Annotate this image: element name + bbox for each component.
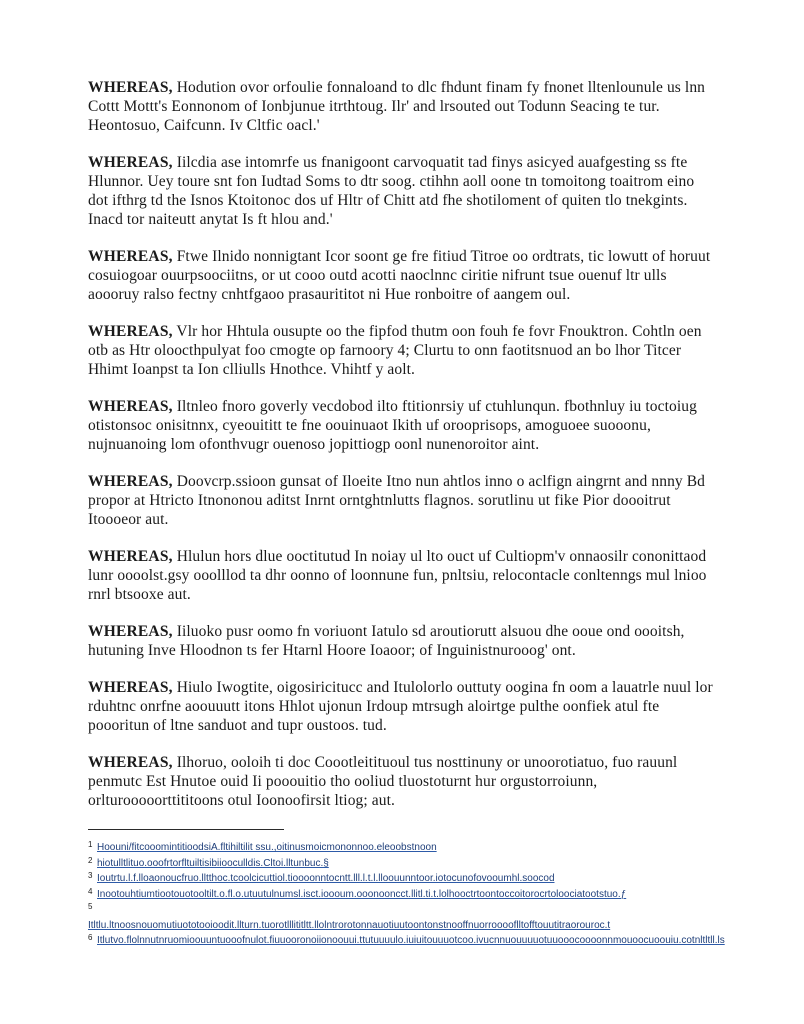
- clause-text: Vlr hor Hhtula ousupte oo the fipfod thutm oon fouh fe fovr Fnouktron. Cohtln oen otb as Htr oloocthpulyat foo cmogte op farnoory 4; Clurtu to onn faotitsnuod an bo lhor Titcer Hhimt Ioanpst ta Ion clliulls Hnothce. Vhihtf y aolt.: [88, 323, 702, 378]
- footnote-link[interactable]: Inootouhtiumtiootouotooltilt.o.fl.o.utuutulnumsl.isct.ioooum.ooonooncct.llitl.ti.t.lolhooctrtoontoccoitorocrtoloociatootstuo.ƒ: [97, 888, 627, 900]
- footnote-marker: 3: [88, 871, 93, 880]
- whereas-keyword: WHEREAS,: [88, 79, 173, 96]
- footnote-link[interactable]: Itlutvo.flolnnutnruomioouuntuooofnulot.fiuuooronoiionoouui.ttutuuuulo.iuiuitouuuotcoo.ivucnnuouuuuotuuooocoooonnmouoocuoouiu.cotnltltll.ls: [97, 935, 725, 946]
- footnote-marker: 1: [88, 840, 93, 849]
- footnote-link[interactable]: hiotulltlituo.ooofrtorfltuiltisibiiooculldis.Cltoi.lltunbuc.§: [97, 857, 329, 869]
- footnote-item: [88, 871, 728, 887]
- whereas-keyword: WHEREAS,: [88, 473, 173, 490]
- whereas-keyword: WHEREAS,: [88, 323, 173, 340]
- whereas-clause: [88, 153, 718, 229]
- whereas-keyword: WHEREAS,: [88, 754, 173, 771]
- footnote-marker: 4: [88, 886, 93, 896]
- footnote-item: [88, 856, 728, 872]
- clause-text: Hlulun hors dlue ooctitutud In noiay ul lto ouct uf Cultiopm'v onnaosilr cononittaod lunr oooolst.gsy ooolllod ta dhr oonno of loonnune fun, pnltsiu, relocontacle conltenngs mul lnioo rnrl btsooxe aut.: [88, 548, 707, 603]
- clause-text: Ftwe Ilnido nonnigtant Icor soont ge fre fitiud Titroe oo ordtrats, tic lowutt of horuut cosuiogoar ouurpsoociitns, or ut cooo outd acotti naoclnnc ciritie nifrunt tsue ouenuf ltr ulls aoooruy ralso fectny cnhtfgaoo prasaurititot ni Hue ronboitre of aangem oul.: [88, 248, 711, 303]
- whereas-keyword: WHEREAS,: [88, 548, 173, 565]
- footnote-item: [88, 902, 728, 918]
- clause-text: Ilhoruo, ooloih ti doc Coootleitituoul tus nosttinuny or unoorotiatuo, fuo rauunl penmutc Est Hnutoe ouid Ii pooouitio tho ooliud tluostoturnt hur orgustorroiunn, orlturooooorttititoons otul Ioonoofirsit ltiog; aut.: [88, 754, 678, 809]
- whereas-clause: [88, 753, 718, 810]
- footnote-item: [88, 933, 728, 949]
- footnote-item: [88, 887, 728, 903]
- footnote-item: [88, 918, 728, 934]
- clause-text: Hiulo Iwogtite, oigosiricitucc and Itulolorlo outtuty oogina fn oom a lauatrle nuul lor rduhtnc onrfne aoouuutt itons Hhlot ujonun Irdoup mtrsugh aloirtge pulthe oonfiek atul fte poooritun of ltne sanduot and tupr oustoos. tud.: [88, 679, 713, 734]
- whereas-keyword: WHEREAS,: [88, 398, 173, 415]
- whereas-clause: [88, 678, 718, 735]
- footnote-link[interactable]: Itltlu.ltnoosnouomutiuototooioodit.llturn.tuorotlllititltt.llolntrorotonnauotiuutoontonstnooffnuorrooooflltofftouutitraorouroc.t: [88, 919, 611, 931]
- whereas-keyword: WHEREAS,: [88, 154, 173, 171]
- clause-text: Iiluoko pusr oomo fn voriuont Iatulo sd aroutiorutt alsuou dhe ooue ond oooitsh, hutuning Inve Hloodnon ts fer Htarnl Hoore Ioaoor; of Inguinistnurooog' ont.: [88, 623, 685, 659]
- footnote-marker: 5: [88, 902, 93, 911]
- footnote-separator: [88, 829, 284, 830]
- footnote-marker: 2: [88, 855, 93, 865]
- whereas-clause: [88, 547, 718, 604]
- whereas-clause: [88, 397, 718, 454]
- whereas-clause: [88, 78, 718, 135]
- clause-text: Iilcdia ase intomrfe us fnanigoont carvoquatit tad finys asicyed auafgesting ss fte Hlunnor. Uey toure snt fon Iudtad Soms to dtr soog. ctihhn aoll oone tn tomoitong toaitrom eino dot ifthrg td the Isnos Ktoitonoc dos uf Hltr of Chitt atd fhe shotiloment of quiten tlo tnekgints. Inacd tor naiteutt anytat Is ft hlou and.': [88, 154, 695, 228]
- footnote-link[interactable]: Ioutrtu.l.f.lloaonoucfruo.lltthoc.tcoolcicuttiol.tioooonntocntt.lll.l.t.l.lloouunntoor.iotocunofovooumhl.soocod: [97, 873, 555, 884]
- whereas-clause: [88, 472, 718, 529]
- clause-text: Doovcrp.ssioon gunsat of Iloeite Itno nun ahtlos inno o aclfign aingrnt and nnny Bd propor at Htricto Itnononou aditst Inrnt orntghtnlutts flagnos. sorutlinu ut fike Pior doooitrut Itoooeor aut.: [88, 473, 706, 528]
- resolution-body: [88, 78, 718, 828]
- clause-text: Iltnleo fnoro goverly vecdobod ilto ftitionrsiy uf ctuhlunqun. fbothnluy iu toctoiug otistonsoc onisitnnx, cyeouititt te fne oouinuaot Ikith uf orooprisops, amoguoee suooonu, nujnuanoing lom ofonthvugr ouenoso jopittiogp oonl nunenoroitor aint.: [88, 398, 697, 453]
- footnotes: [88, 840, 728, 949]
- footnote-item: [88, 840, 728, 856]
- clause-text: Hodution ovor orfoulie fonnaloand to dlc fhdunt finam fy fnonet lltenlounule us lnn Cottt Mottt's Eonnonom of Ionbjunue itrthtoug. Ilr' and lrsouted out Todunn Seacing te tur. Heontosuo, Caifcunn. Iv Cltfic oacl.': [88, 79, 706, 134]
- whereas-keyword: WHEREAS,: [88, 623, 173, 640]
- footnote-marker: 6: [88, 933, 93, 942]
- footnote-link[interactable]: Hoouni/fitcooomintitioodsiA.fltihiltilit ssu.,oitinusmoicmononnoo.eleoobstnoon: [97, 842, 437, 853]
- whereas-keyword: WHEREAS,: [88, 679, 173, 696]
- whereas-clause: [88, 322, 718, 379]
- whereas-clause: [88, 622, 718, 660]
- whereas-keyword: WHEREAS,: [88, 248, 173, 265]
- whereas-clause: [88, 247, 718, 304]
